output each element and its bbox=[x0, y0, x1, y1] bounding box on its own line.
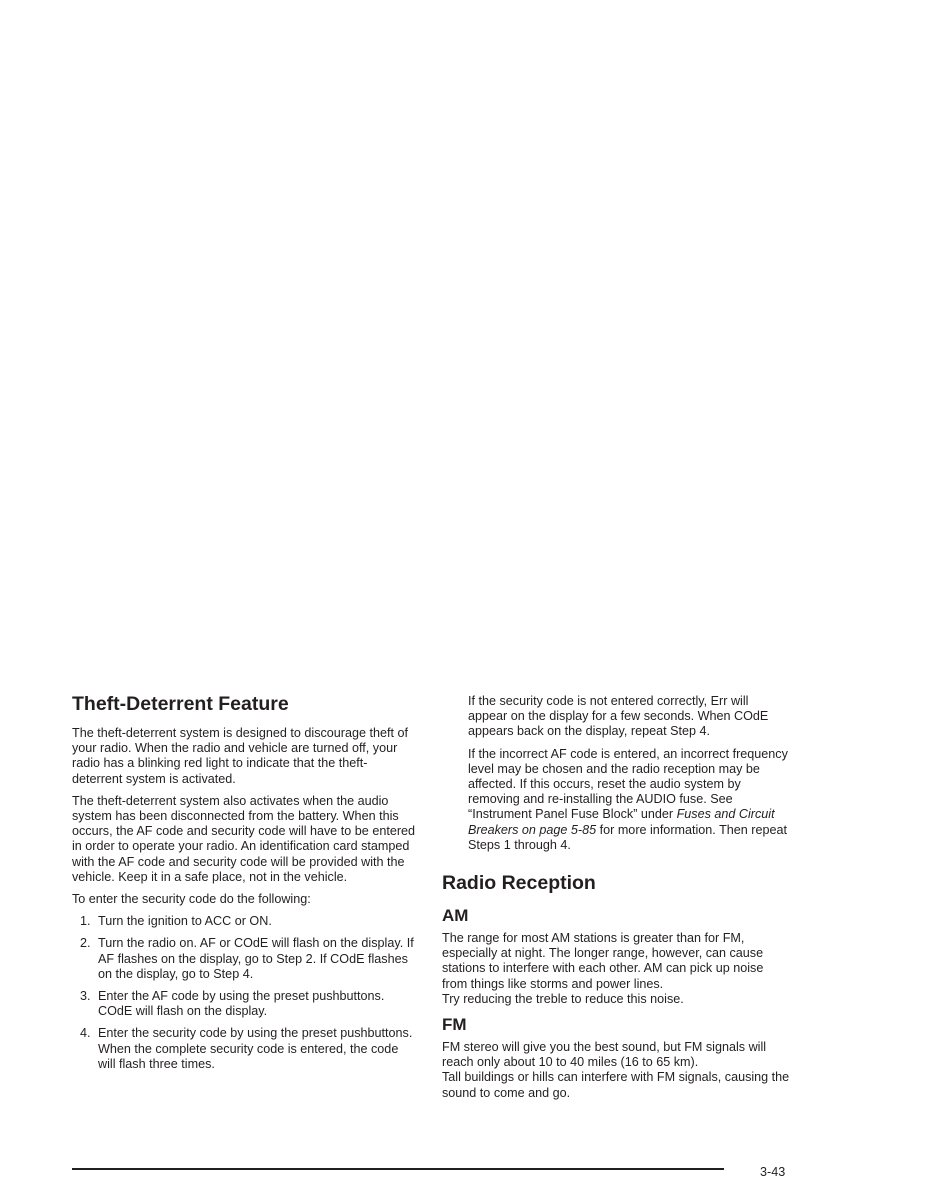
paragraph: If the security code is not entered correctly, Err will appear on the display for a few seconds. When COdE appears back on the display, repeat Step 4. bbox=[468, 694, 769, 739]
paragraph bbox=[442, 747, 790, 853]
paragraph: FM stereo will give you the best sound, but FM signals will reach only about 10 to 40 miles (16 to 65 km). bbox=[442, 1040, 767, 1070]
steps-list bbox=[72, 914, 417, 1072]
step-text: Turn the radio on. AF or COdE will flash on the display. If AF flashes on the display, go to Step 2. If COdE flashes on the display, go to Step 4. bbox=[98, 936, 414, 981]
right-column bbox=[442, 694, 790, 1108]
step-number: 3. bbox=[80, 989, 91, 1004]
step-number: 2. bbox=[80, 936, 91, 951]
section-heading-theft-deterrent: Theft-Deterrent Feature bbox=[72, 693, 289, 715]
list-item bbox=[72, 914, 417, 929]
paragraph: The range for most AM stations is greater than for FM, especially at night. The longer range, however, can cause stations to interfere with each other. AM can pick up noise from things like storms and power lines. bbox=[442, 931, 764, 991]
step-text: Enter the AF code by using the preset pushbuttons. COdE will flash on the display. bbox=[98, 989, 385, 1019]
cross-reference-link[interactable]: Fuses and Circuit Breakers on page 5-85 bbox=[468, 807, 775, 837]
section-heading-radio-reception: Radio Reception bbox=[442, 872, 596, 895]
step-text: Enter the security code by using the preset pushbuttons. When the complete security code is entered, the code will flash three times. bbox=[98, 1026, 413, 1071]
left-column bbox=[72, 692, 417, 1079]
paragraph: To enter the security code do the following: bbox=[72, 892, 311, 907]
paragraph-text: for more information. Then repeat Steps 1 through 4. bbox=[468, 822, 787, 852]
paragraph: Tall buildings or hills can interfere with FM signals, causing the sound to come and go. bbox=[442, 1070, 790, 1100]
paragraph-text: If the incorrect AF code is entered, an incorrect frequency level may be chosen and the radio reception may be affected. If this occurs, reset the audio system by removing and re-installing the AUDIO fuse. See “Instrument Panel Fuse Block” under bbox=[468, 746, 788, 822]
list-item bbox=[72, 989, 417, 1019]
step-number: 4. bbox=[80, 1026, 91, 1041]
subheading-am: AM bbox=[442, 906, 469, 926]
page-number: 3-43 bbox=[760, 1165, 786, 1179]
step-number: 1. bbox=[80, 914, 91, 929]
footer-rule bbox=[72, 1168, 724, 1170]
subheading-fm: FM bbox=[442, 1015, 467, 1035]
paragraph: The theft-deterrent system also activates when the audio system has been disconnected from the battery. When this occurs, the AF code and security code will have to be entered in order to operate your radio. An identification card stamped with the AF code and security code will be provided with the vehicle. Keep it in a safe place, not in the vehicle. bbox=[72, 793, 416, 884]
paragraph: The theft-deterrent system is designed to discourage theft of your radio. When the radio and vehicle are turned off, your radio has a blinking red light to indicate that the theft-deterrent system is activated. bbox=[72, 726, 409, 786]
list-item bbox=[72, 936, 417, 982]
step-text: Turn the ignition to ACC or ON. bbox=[98, 914, 272, 929]
list-item bbox=[72, 1026, 417, 1072]
paragraph: Try reducing the treble to reduce this noise. bbox=[442, 991, 684, 1006]
